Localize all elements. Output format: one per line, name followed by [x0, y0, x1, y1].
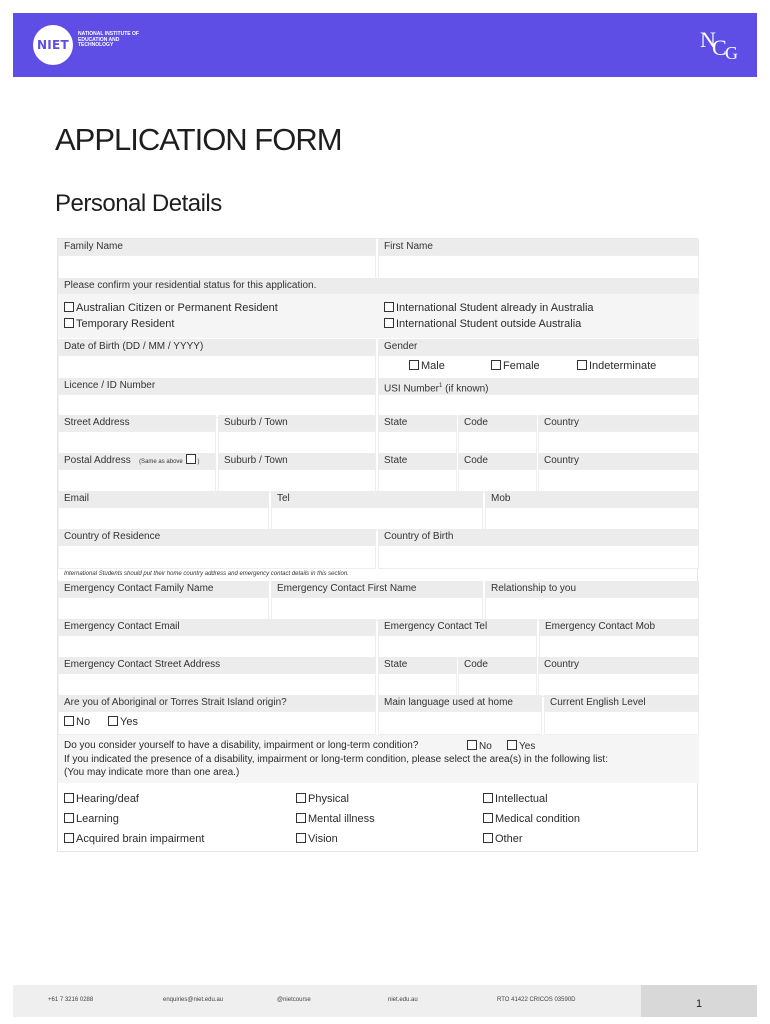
area-acquired-brain[interactable]: Acquired brain impairment	[64, 833, 204, 845]
main-language-input[interactable]	[378, 711, 542, 735]
suburb-label: Suburb / Town	[218, 415, 376, 431]
ec-tel-input[interactable]	[378, 635, 537, 659]
family-name-input[interactable]	[58, 255, 376, 279]
checkbox[interactable]	[507, 740, 517, 750]
country-residence-input[interactable]	[58, 545, 376, 569]
footer-rto: RTO 41422 CRICOS 03590D	[497, 997, 576, 1003]
dob-input[interactable]	[58, 355, 376, 379]
monogram-letter-3: G	[725, 43, 738, 63]
postal-address-label: Postal Address (Same as above )	[58, 453, 216, 469]
tel-input[interactable]	[271, 507, 483, 531]
country-birth-label: Country of Birth	[378, 529, 699, 545]
ec-family-input[interactable]	[58, 597, 269, 621]
suburb-input[interactable]	[218, 431, 376, 455]
area-hearing[interactable]: Hearing/deaf	[64, 793, 139, 805]
monogram-letter-1: N	[700, 27, 716, 52]
postal-state-input[interactable]	[378, 469, 457, 493]
ec-mob-input[interactable]	[539, 635, 699, 659]
residential-options	[58, 294, 699, 338]
street-address-input[interactable]	[58, 431, 216, 455]
footer-email: enquiries@niet.edu.au	[163, 997, 224, 1003]
ec-family-label: Emergency Contact Family Name	[58, 581, 269, 597]
checkbox[interactable]	[108, 716, 118, 726]
postal-state-label: State	[378, 453, 457, 469]
english-level-label: Current English Level	[544, 695, 699, 711]
monogram-letter-2: C	[712, 35, 727, 60]
checkbox[interactable]	[64, 716, 74, 726]
ec-code-label: Code	[458, 657, 537, 673]
gender-female[interactable]: Female	[491, 360, 540, 372]
footer-social: @nietcourse	[277, 997, 311, 1003]
checkbox[interactable]	[467, 740, 477, 750]
checkbox[interactable]	[409, 360, 419, 370]
licence-label: Licence / ID Number	[58, 378, 376, 394]
postal-code-label: Code	[458, 453, 537, 469]
same-as-above-checkbox[interactable]	[186, 454, 196, 464]
country-input[interactable]	[538, 431, 699, 455]
ec-email-label: Emergency Contact Email	[58, 619, 376, 635]
area-learning[interactable]: Learning	[64, 813, 119, 825]
footer-web: niet.edu.au	[388, 997, 418, 1003]
code-input[interactable]	[458, 431, 537, 455]
ec-country-label: Country	[538, 657, 699, 673]
checkbox[interactable]	[483, 813, 493, 823]
ec-country-input[interactable]	[538, 673, 699, 697]
area-other[interactable]: Other	[483, 833, 523, 845]
area-medical-condition[interactable]: Medical condition	[483, 813, 580, 825]
first-name-input[interactable]	[378, 255, 699, 279]
checkbox[interactable]	[64, 302, 74, 312]
gender-male[interactable]: Male	[409, 360, 445, 372]
aboriginal-no[interactable]: No	[64, 716, 90, 728]
ec-email-input[interactable]	[58, 635, 376, 659]
option-citizen[interactable]: Australian Citizen or Permanent Resident	[64, 302, 278, 314]
page-title: APPLICATION FORM	[55, 122, 342, 157]
option-temporary[interactable]: Temporary Resident	[64, 318, 174, 330]
gender-label: Gender	[378, 339, 699, 355]
aboriginal-label: Are you of Aboriginal or Torres Strait Island origin?	[58, 695, 376, 711]
checkbox[interactable]	[64, 813, 74, 823]
ec-code-input[interactable]	[458, 673, 537, 697]
ec-state-input[interactable]	[378, 673, 457, 697]
checkbox[interactable]	[483, 833, 493, 843]
checkbox[interactable]	[64, 833, 74, 843]
footer-bar	[13, 985, 641, 1017]
disability-instruction: If you indicated the presence of a disability, impairment or long-term condition, please select the area(s) in the following list:	[64, 754, 608, 765]
area-vision[interactable]: Vision	[296, 833, 338, 845]
area-mental-illness[interactable]: Mental illness	[296, 813, 375, 825]
area-physical[interactable]: Physical	[296, 793, 349, 805]
personal-details-form	[57, 238, 698, 852]
checkbox[interactable]	[64, 793, 74, 803]
ec-first-input[interactable]	[271, 597, 483, 621]
main-language-label: Main language used at home	[378, 695, 542, 711]
checkbox[interactable]	[384, 318, 394, 328]
ec-mob-label: Emergency Contact Mob	[539, 619, 699, 635]
logo-name: NATIONAL INSTITUTE OF EDUCATION AND TECHNOLOGY	[78, 31, 139, 48]
aboriginal-yes[interactable]: Yes	[108, 716, 138, 728]
checkbox[interactable]	[64, 318, 74, 328]
checkbox[interactable]	[296, 813, 306, 823]
section-title: Personal Details	[55, 190, 222, 217]
tel-label: Tel	[271, 491, 483, 507]
family-name-label: Family Name	[58, 239, 376, 255]
residential-prompt: Please confirm your residential status for this application.	[58, 278, 699, 294]
postal-code-input[interactable]	[458, 469, 537, 493]
country-residence-label: Country of Residence	[58, 529, 376, 545]
postal-address-input[interactable]	[58, 469, 216, 493]
ec-street-label: Emergency Contact Street Address	[58, 657, 376, 673]
international-note: International Students should put their home country address and emergency contact details in this section.	[64, 571, 349, 577]
disability-question: Do you consider yourself to have a disability, impairment or long-term condition?	[64, 740, 419, 751]
checkbox[interactable]	[577, 360, 587, 370]
checkbox[interactable]	[296, 793, 306, 803]
checkbox[interactable]	[384, 302, 394, 312]
ec-tel-label: Emergency Contact Tel	[378, 619, 537, 635]
street-address-label: Street Address	[58, 415, 216, 431]
mob-input[interactable]	[485, 507, 699, 531]
postal-suburb-label: Suburb / Town	[218, 453, 376, 469]
country-birth-input[interactable]	[378, 545, 699, 569]
footer-phone: +61 7 3216 0288	[48, 997, 94, 1003]
disability-no[interactable]: No	[467, 740, 492, 752]
relationship-label: Relationship to you	[485, 581, 699, 597]
niet-logo: NIET	[33, 25, 73, 65]
email-input[interactable]	[58, 507, 269, 531]
checkbox[interactable]	[483, 793, 493, 803]
option-intl-outside[interactable]: International Student outside Australia	[384, 318, 581, 330]
postal-country-label: Country	[538, 453, 699, 469]
english-level-input[interactable]	[544, 711, 699, 735]
header-banner	[13, 13, 757, 77]
gender-indeterminate[interactable]: Indeterminate	[577, 360, 656, 372]
checkbox[interactable]	[296, 833, 306, 843]
postal-suburb-input[interactable]	[218, 469, 376, 493]
state-label: State	[378, 415, 457, 431]
first-name-label: First Name	[378, 239, 699, 255]
dob-label: Date of Birth (DD / MM / YYYY)	[58, 339, 376, 355]
state-input[interactable]	[378, 431, 457, 455]
ec-first-label: Emergency Contact First Name	[271, 581, 483, 597]
code-label: Code	[458, 415, 537, 431]
page-number: 1	[641, 985, 757, 1017]
area-intellectual[interactable]: Intellectual	[483, 793, 548, 805]
ec-state-label: State	[378, 657, 457, 673]
ncg-monogram	[698, 25, 743, 65]
disability-note: (You may indicate more than one area.)	[64, 767, 240, 778]
email-label: Email	[58, 491, 269, 507]
option-intl-in-australia[interactable]: International Student already in Australia	[384, 302, 594, 314]
postal-country-input[interactable]	[538, 469, 699, 493]
usi-label: USI Number$^1$ (if known)	[378, 378, 699, 394]
relationship-input[interactable]	[485, 597, 699, 621]
disability-yes[interactable]: Yes	[507, 740, 535, 752]
mob-label: Mob	[485, 491, 699, 507]
aboriginal-options	[58, 711, 376, 735]
ec-street-input[interactable]	[58, 673, 376, 697]
country-label: Country	[538, 415, 699, 431]
checkbox[interactable]	[491, 360, 501, 370]
